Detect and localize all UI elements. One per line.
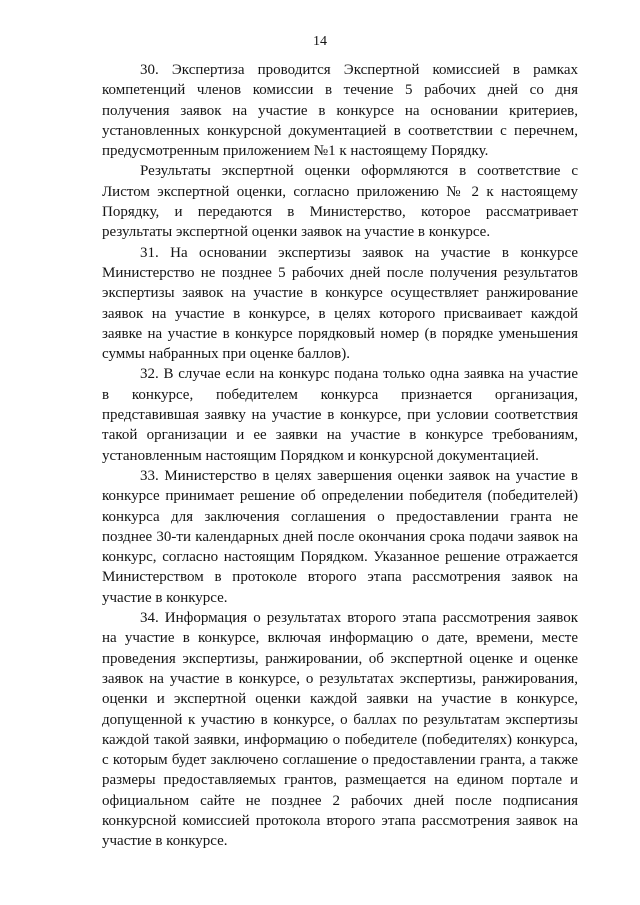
paragraph-results: Результаты экспертной оценки оформляются в соответствие с Листом экспертной оценки, согласно приложению № 2 к настоящему Порядку, и передаются в Министерство, которое рассматривает результаты экспертной оценки заявок на участие в конкурсе. bbox=[102, 163, 578, 241]
paragraph-34: 34. Информация о результатах второго этапа рассмотрения заявок на участие в конкурсе, включая информацию о дате, времени, месте проведения экспертизы, ранжировании, об экспертной оценке и оценке заявок на участие в конкурсе, о результатах экспертизы, ранжирования, оценки и экспертной оценки каждой заявки на участие в конкурсе, допущенной к участию в конкурсе, о баллах по результатам экспертизы каждой такой заявки, информацию о победителе (победителях) конкурса, с которым будет заключено соглашение о предоставлении гранта, а также размеры предоставляемых грантов, размещается на едином портале и официальном сайте не позднее 2 рабочих дней после подписания конкурсной комиссией протокола второго этапа рассмотрения заявок на участие в конкурсе. bbox=[102, 610, 578, 850]
page-number: 14 bbox=[313, 34, 327, 49]
paragraph-31: 31. На основании экспертизы заявок на участие в конкурсе Министерство не позднее 5 рабочих дней после получения результатов экспертизы заявок на участие в конкурсе осуществляет ранжирование заявок на участие в конкурсе, в целях которого присваивает каждой заявке на участие в конкурсе порядковый номер (в порядке уменьшения суммы набранных при оценке баллов). bbox=[102, 244, 578, 363]
paragraph-32: 32. В случае если на конкурс подана только одна заявка на участие в конкурсе, победителем конкурса признается организация, представившая заявку на участие в конкурсе, при условии соответствия такой организации и ее заявки на участие в конкурсе требованиям, установленным настоящим Порядком и конкурсной документацией. bbox=[102, 366, 578, 464]
document-body bbox=[102, 60, 578, 852]
paragraph-33: 33. Министерство в целях завершения оценки заявок на участие в конкурсе принимает решение об определении победителя (победителей) конкурса для заключения соглашения о предоставлении гранта не позднее 30-ти календарных дней после окончания срока подачи заявок на конкурс, согласно настоящим Порядком. Указанное решение отражается Министерством в протоколе второго этапа рассмотрения заявок на участие в конкурсе. bbox=[102, 467, 578, 606]
paragraph-30: 30. Экспертиза проводится Экспертной комиссией в рамках компетенций членов комиссии в течение 5 рабочих дней со дня получения заявок на участие в конкурсе на основании критериев, установленных конкурсной документацией в соответствии с перечнем, предусмотренным приложением №1 к настоящему Порядку. bbox=[102, 62, 578, 160]
